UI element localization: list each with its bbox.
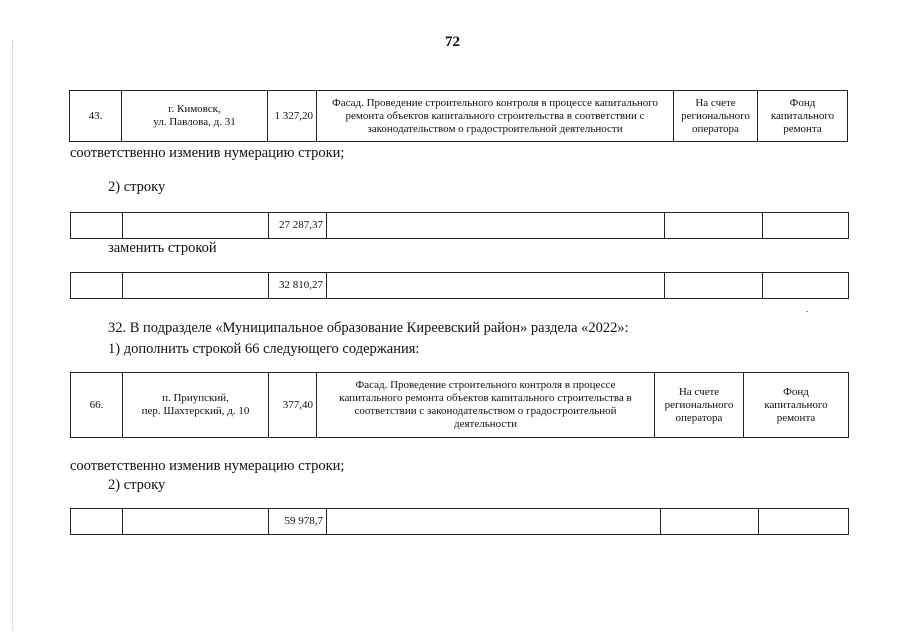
scan-speck — [806, 311, 808, 312]
description-line: ремонта объектов капитального строительства в соответствии с — [345, 109, 645, 122]
address-line: г. Кимовск, — [168, 103, 221, 115]
table-row-empty — [70, 212, 849, 239]
empty-cell — [71, 213, 123, 239]
empty-cell — [763, 213, 849, 239]
empty-cell — [327, 273, 665, 299]
row-number: 66. — [71, 373, 123, 438]
paragraph-item-2: 2) строку — [108, 179, 166, 195]
paragraph-renumber: соответственно изменив нумерацию строки; — [70, 145, 345, 161]
source-line: оператора — [675, 411, 723, 424]
description-line: Фасад. Проведение строительного контроля в процессе капитального — [332, 96, 658, 109]
empty-cell — [71, 509, 123, 535]
empty-cell — [327, 509, 661, 535]
empty-cell — [123, 273, 269, 299]
description-line: Фасад. Проведение строительного контроля в процессе — [355, 379, 616, 391]
row-address — [122, 91, 268, 142]
table-row-66 — [70, 372, 849, 438]
fund-line: ремонта — [776, 411, 816, 424]
empty-cell — [661, 509, 759, 535]
source-line: регионального — [664, 398, 734, 411]
address-line: п. Приупский, — [162, 392, 229, 404]
table-row-empty — [70, 508, 849, 535]
empty-cell — [763, 273, 849, 299]
row-description — [317, 91, 674, 142]
page-number: 72 — [445, 34, 460, 50]
paragraph-section-32: 32. В подразделе «Муниципальное образование Киреевский район» раздела «2022»: — [108, 320, 629, 336]
empty-cell — [327, 213, 665, 239]
description-line: капитального ремонта объектов капитального строительства в — [339, 392, 632, 404]
row-source — [674, 91, 758, 142]
fund-line: Фонд — [783, 385, 809, 398]
empty-cell — [665, 213, 763, 239]
empty-cell — [123, 213, 269, 239]
paragraph-replace: заменить строкой — [108, 240, 217, 256]
paragraph-renumber: соответственно изменив нумерацию строки; — [70, 458, 345, 474]
row-fund — [744, 373, 849, 438]
fund-line: Фонд — [789, 96, 816, 109]
row-number: 43. — [70, 91, 122, 142]
margin-guide — [12, 40, 14, 630]
row-amount: 27 287,37 — [269, 213, 327, 239]
row-source — [655, 373, 744, 438]
table-row-empty — [70, 272, 849, 299]
source-line: оператора — [692, 122, 739, 135]
row-amount: 32 810,27 — [269, 273, 327, 299]
address-line: ул. Павлова, д. 31 — [153, 116, 236, 128]
fund-line: ремонта — [783, 122, 822, 135]
source-line: На счете — [695, 96, 736, 109]
empty-cell — [759, 509, 849, 535]
description-line: законодательством о градостроительной деятельности — [367, 122, 623, 135]
empty-cell — [123, 509, 269, 535]
source-line: На счете — [678, 385, 720, 398]
source-line: регионального — [681, 109, 750, 122]
paragraph-item-2: 2) строку — [108, 477, 166, 493]
row-address — [123, 373, 269, 438]
empty-cell — [71, 273, 123, 299]
empty-cell — [665, 273, 763, 299]
row-amount: 377,40 — [269, 373, 317, 438]
fund-line: капитального — [770, 109, 835, 122]
row-amount: 1 327,20 — [268, 91, 317, 142]
row-description — [317, 373, 655, 438]
paragraph-item-1: 1) дополнить строкой 66 следующего содержания: — [108, 341, 420, 357]
row-fund — [758, 91, 848, 142]
fund-line: капитального — [764, 398, 828, 411]
row-amount: 59 978,7 — [269, 509, 327, 535]
table-row-43 — [69, 90, 848, 142]
description-line: соответствии с законодательством о градостроительной — [354, 405, 617, 417]
address-line: пер. Шахтерский, д. 10 — [141, 405, 250, 417]
description-line: деятельности — [454, 418, 517, 430]
